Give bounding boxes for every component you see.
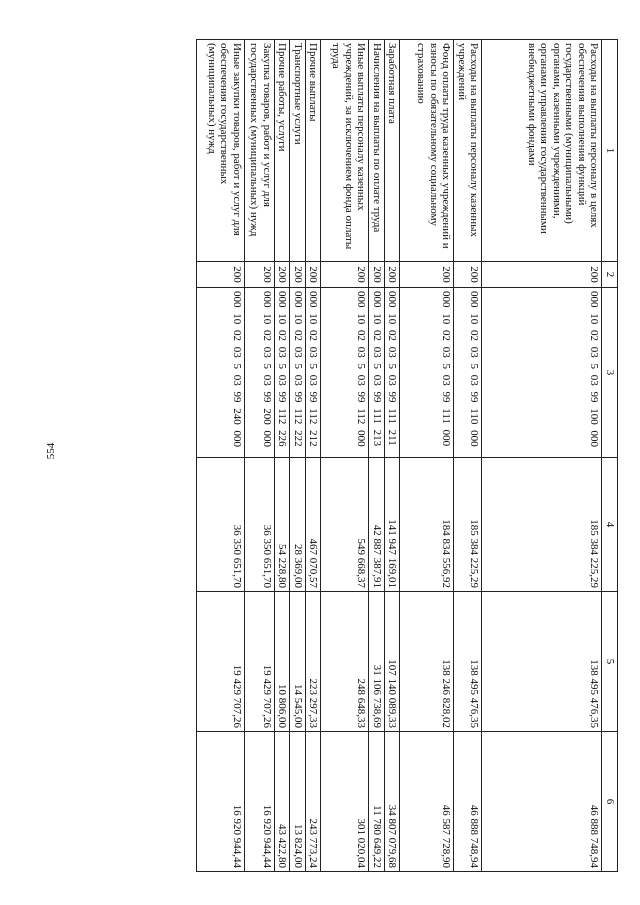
row-value-cell: 549 668,37 <box>321 458 369 592</box>
rotated-table-container <box>84 39 618 871</box>
row-kbk-cell: 000 10 02 03 5 03 99 200 000 <box>245 288 275 458</box>
row-code-cell: 200 <box>306 262 322 288</box>
table-row <box>245 40 275 872</box>
row-name-cell: Прочие выплаты <box>306 40 322 262</box>
row-name-cell: Прочие работы, услуги <box>275 40 291 262</box>
row-value-cell: 185 384 225,29 <box>454 458 482 592</box>
row-value-cell: 34 807 079,68 <box>385 732 401 872</box>
row-kbk-cell: 000 10 02 03 5 03 99 100 000 <box>482 288 602 458</box>
row-value-cell: 46 587 728,90 <box>400 732 454 872</box>
row-value-cell: 19 429 707,26 <box>197 592 245 732</box>
row-kbk-cell: 000 10 02 03 5 03 99 111 213 <box>369 288 385 458</box>
header-cell: 4 <box>602 458 618 592</box>
row-value-cell: 223 297,33 <box>306 592 322 732</box>
row-value-cell: 185 384 225,29 <box>482 458 602 592</box>
row-value-cell: 141 947 169,01 <box>385 458 401 592</box>
table-row <box>400 40 454 872</box>
row-code-cell: 200 <box>454 262 482 288</box>
row-name-cell: Иные выплаты персоналу казенных учреждений, за исключением фонда оплаты труда <box>321 40 369 262</box>
row-kbk-cell: 000 10 02 03 5 03 99 240 000 <box>197 288 245 458</box>
row-value-cell: 107 140 089,33 <box>385 592 401 732</box>
row-value-cell: 138 495 476,35 <box>482 592 602 732</box>
row-value-cell: 14 545,00 <box>290 592 306 732</box>
row-value-cell: 11 780 649,22 <box>369 732 385 872</box>
row-name-cell: Начисления на выплаты по оплате труда <box>369 40 385 262</box>
row-value-cell: 28 369,00 <box>290 458 306 592</box>
row-value-cell: 19 429 707,26 <box>245 592 275 732</box>
table-row <box>321 40 369 872</box>
row-value-cell: 46 888 748,94 <box>454 732 482 872</box>
table-row <box>369 40 385 872</box>
row-name-cell: Расходы на выплаты персоналу в целях обеспечения выполнения функций государственными (муниципальными) органами, казенными учреждениями, органами управления государственными внебюджетными фондами <box>482 40 602 262</box>
table-row <box>454 40 482 872</box>
table-row <box>275 40 291 872</box>
header-cell: 3 <box>602 288 618 458</box>
row-value-cell: 138 495 476,35 <box>454 592 482 732</box>
row-name-cell: Расходы на выплаты персоналу казенных учреждений <box>454 40 482 262</box>
row-kbk-cell: 000 10 02 03 5 03 99 112 000 <box>321 288 369 458</box>
row-value-cell: 36 350 651,70 <box>197 458 245 592</box>
row-code-cell: 200 <box>245 262 275 288</box>
row-kbk-cell: 000 10 02 03 5 03 99 110 000 <box>454 288 482 458</box>
row-value-cell: 301 020,04 <box>321 732 369 872</box>
table-row <box>197 40 245 872</box>
row-kbk-cell: 000 10 02 03 5 03 99 111 211 <box>385 288 401 458</box>
row-code-cell: 200 <box>400 262 454 288</box>
row-name-cell: Закупка товаров, работ и услуг для государственных (муниципальных) нужд <box>245 40 275 262</box>
row-kbk-cell: 000 10 02 03 5 03 99 112 212 <box>306 288 322 458</box>
table-row <box>290 40 306 872</box>
row-value-cell: 42 887 387,91 <box>369 458 385 592</box>
row-value-cell: 16 920 944,44 <box>245 732 275 872</box>
row-value-cell: 467 070,57 <box>306 458 322 592</box>
row-value-cell: 31 106 738,69 <box>369 592 385 732</box>
row-name-cell: Иные закупки товаров, работ и услуг для обеспечения государственных (муниципальных) нужд <box>197 40 245 262</box>
row-code-cell: 200 <box>385 262 401 288</box>
page-number: 554 <box>45 442 57 460</box>
row-name-cell: Фонд оплаты труда казенных учреждений и взносы по обязательному социальному страхованию <box>400 40 454 262</box>
row-value-cell: 16 920 944,44 <box>197 732 245 872</box>
row-name-cell: Заработная плата <box>385 40 401 262</box>
header-cell: 2 <box>602 262 618 288</box>
row-value-cell: 43 422,80 <box>275 732 291 872</box>
row-value-cell: 184 834 556,92 <box>400 458 454 592</box>
row-value-cell: 36 350 651,70 <box>245 458 275 592</box>
table-row <box>482 40 602 872</box>
row-value-cell: 138 246 828,02 <box>400 592 454 732</box>
row-code-cell: 200 <box>275 262 291 288</box>
row-code-cell: 200 <box>290 262 306 288</box>
header-cell: 1 <box>602 40 618 262</box>
row-value-cell: 10 806,00 <box>275 592 291 732</box>
row-name-cell: Транспортные услуги <box>290 40 306 262</box>
row-code-cell: 200 <box>197 262 245 288</box>
row-value-cell: 13 824,00 <box>290 732 306 872</box>
row-value-cell: 248 648,33 <box>321 592 369 732</box>
row-kbk-cell: 000 10 02 03 5 03 99 112 222 <box>290 288 306 458</box>
row-kbk-cell: 000 10 02 03 5 03 99 112 226 <box>275 288 291 458</box>
row-code-cell: 200 <box>369 262 385 288</box>
row-kbk-cell: 000 10 02 03 5 03 99 111 000 <box>400 288 454 458</box>
row-code-cell: 200 <box>482 262 602 288</box>
row-value-cell: 54 228,80 <box>275 458 291 592</box>
row-value-cell: 46 888 748,94 <box>482 732 602 872</box>
header-cell: 6 <box>602 732 618 872</box>
header-cell: 5 <box>602 592 618 732</box>
table-row <box>306 40 322 872</box>
row-value-cell: 243 773,24 <box>306 732 322 872</box>
row-code-cell: 200 <box>321 262 369 288</box>
header-row <box>602 40 618 872</box>
table-row <box>385 40 401 872</box>
budget-table <box>196 39 618 872</box>
